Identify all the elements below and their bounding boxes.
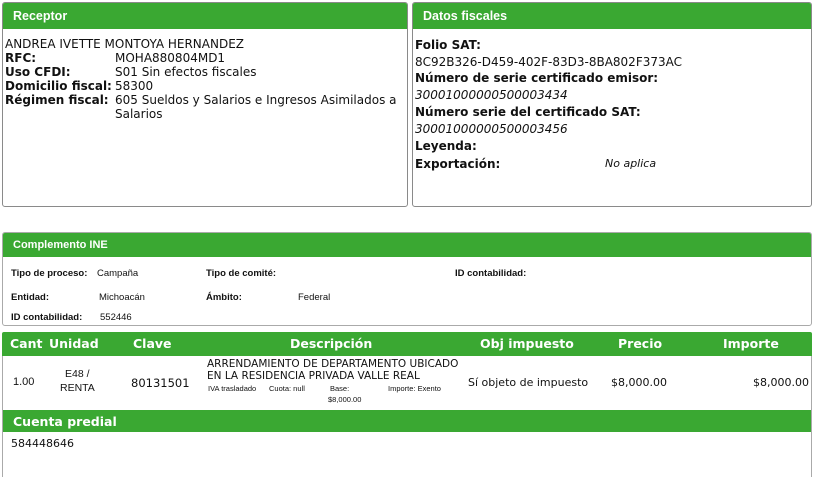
entidad-value: Michoacán bbox=[99, 292, 145, 303]
domicilio-value: 58300 bbox=[115, 79, 154, 93]
receptor-row-domicilio bbox=[5, 79, 407, 93]
serie-sat-label: Número serie del certificado SAT: bbox=[415, 105, 641, 119]
tipo-comite-label: Tipo de comité: bbox=[206, 268, 277, 279]
row-unidad-code: E48 / bbox=[65, 368, 90, 380]
leyenda-label: Leyenda: bbox=[415, 139, 477, 153]
row-importe: $8,000.00 bbox=[753, 376, 809, 389]
entidad-label: Entidad: bbox=[11, 292, 49, 303]
col-importe: Importe bbox=[723, 336, 779, 351]
receptor-body bbox=[3, 29, 407, 121]
receptor-row-regimen bbox=[5, 93, 407, 121]
datos-fiscales-panel bbox=[412, 2, 812, 207]
tipo-proceso-label: Tipo de proceso: bbox=[11, 268, 88, 279]
cuenta-predial-title: Cuenta predial bbox=[3, 410, 811, 432]
complemento-ine-title: Complemento INE bbox=[3, 233, 811, 257]
conceptos-table bbox=[2, 332, 812, 410]
row-unidad-name: RENTA bbox=[60, 382, 95, 394]
table-row bbox=[2, 356, 812, 410]
row-cuota: Cuota: null bbox=[269, 384, 305, 393]
row-descripcion-line2: EN LA RESIDENCIA PRIVADA VALLE REAL bbox=[207, 370, 420, 382]
complemento-ine-grid bbox=[3, 259, 811, 325]
receptor-title: Receptor bbox=[3, 3, 407, 29]
datos-fiscales-body bbox=[413, 29, 811, 174]
tipo-proceso-value: Campaña bbox=[97, 268, 139, 279]
ambito-value: Federal bbox=[298, 292, 331, 303]
col-clave: Clave bbox=[133, 336, 172, 351]
col-precio: Precio bbox=[618, 336, 663, 351]
id-contabilidad-value: 552446 bbox=[100, 312, 132, 323]
conceptos-header bbox=[2, 332, 812, 356]
domicilio-label: Domicilio fiscal: bbox=[5, 79, 112, 93]
cuenta-predial-panel bbox=[2, 410, 812, 477]
id-contabilidad-top-label: ID contabilidad: bbox=[455, 268, 527, 279]
regimen-label: Régimen fiscal: bbox=[5, 93, 109, 107]
col-unidad: Unidad bbox=[49, 336, 99, 351]
row-base-label: Base: bbox=[330, 384, 350, 393]
receptor-row-rfc bbox=[5, 51, 407, 65]
serie-sat-value: 30001000000500003456 bbox=[415, 122, 568, 136]
row-obj-impuesto: Sí objeto de impuesto bbox=[468, 376, 589, 389]
id-contabilidad-label: ID contabilidad: bbox=[11, 312, 83, 323]
serie-emisor-value: 30001000000500003434 bbox=[415, 88, 568, 102]
row-clave: 80131501 bbox=[131, 376, 190, 390]
complemento-ine-panel bbox=[2, 232, 812, 326]
row-precio: $8,000.00 bbox=[611, 376, 667, 389]
cuenta-predial-value: 584448646 bbox=[11, 437, 74, 450]
exportacion-label: Exportación: bbox=[415, 157, 501, 171]
row-importe-exento: Importe: Exento bbox=[388, 384, 441, 393]
regimen-value: 605 Sueldos y Salarios e Ingresos Asimilados a Salarios bbox=[115, 93, 397, 121]
col-obj-impuesto: Obj impuesto bbox=[480, 336, 574, 351]
serie-emisor-label: Número de serie certificado emisor: bbox=[415, 71, 659, 85]
receptor-panel bbox=[2, 2, 408, 207]
rfc-value: MOHA880804MD1 bbox=[115, 51, 226, 65]
exportacion-value: No aplica bbox=[605, 157, 657, 170]
folio-sat-label: Folio SAT: bbox=[415, 38, 481, 52]
receptor-name: ANDREA IVETTE MONTOYA HERNANDEZ bbox=[5, 37, 245, 51]
row-iva-trasladado: IVA trasladado bbox=[208, 384, 257, 393]
uso-cfdi-value: S01 Sin efectos fiscales bbox=[115, 65, 257, 79]
col-cant: Cant bbox=[10, 336, 43, 351]
folio-sat-value: 8C92B326-D459-402F-83D3-8BA802F373AC bbox=[415, 55, 682, 69]
receptor-row-uso-cfdi bbox=[5, 65, 407, 79]
uso-cfdi-label: Uso CFDI: bbox=[5, 65, 71, 79]
ambito-label: Ámbito: bbox=[206, 292, 242, 303]
exportacion-row bbox=[415, 155, 811, 174]
row-base-value: $8,000.00 bbox=[328, 395, 362, 404]
rfc-label: RFC: bbox=[5, 51, 37, 65]
datos-fiscales-title: Datos fiscales bbox=[413, 3, 811, 29]
row-cant: 1.00 bbox=[13, 376, 35, 388]
col-descripcion: Descripción bbox=[290, 336, 373, 351]
row-descripcion-line1: ARRENDAMIENTO DE DEPARTAMENTO UBICADO bbox=[207, 358, 459, 370]
